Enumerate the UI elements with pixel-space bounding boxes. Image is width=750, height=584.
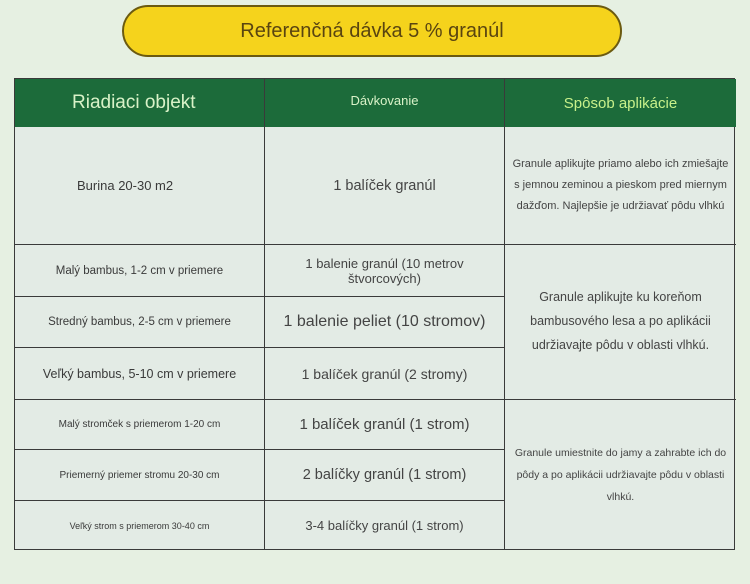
table-row-target: Malý stromček s priemerom 1-20 cm — [15, 400, 265, 450]
method-cell: Granule aplikujte priamo alebo ich zmiešajte s jemnou zeminou a pieskom pred miernym dažďom. Najlepšie je udržiavať pôdu vlhkú — [505, 127, 736, 245]
title-text: Referenčná dávka 5 % granúl — [240, 19, 504, 42]
table-row-dosage: 1 balíček granúl (1 strom) — [265, 400, 505, 450]
table-row-dosage: 1 balenie peliet (10 stromov) — [265, 297, 505, 348]
table-row-dosage: 1 balenie granúl (10 metrov štvorcových) — [265, 245, 505, 297]
table-row-dosage: 1 balíček granúl — [265, 127, 505, 245]
header-dosage — [265, 79, 505, 127]
table-row-target: Burina 20-30 m2 — [15, 127, 265, 245]
header-target — [15, 79, 265, 127]
table-row-dosage: 2 balíčky granúl (1 strom) — [265, 450, 505, 501]
header-method — [505, 79, 736, 127]
table-row-target: Priemerný priemer stromu 20-30 cm — [15, 450, 265, 501]
header-dosage-label: Dávkovanie — [350, 93, 419, 108]
method-cell: Granule aplikujte ku koreňom bambusového lesa a po aplikácii udržiavajte pôdu v oblasti vlhkú. — [505, 245, 736, 400]
table-row-target: Veľký strom s priemerom 30-40 cm — [15, 501, 265, 550]
method-cell: Granule umiestnite do jamy a zahrabte ich do pôdy a po aplikácii udržiavajte pôdu v oblasti vlhkú. — [514, 446, 727, 504]
dosage-table — [14, 78, 735, 550]
table-row-target: Veľký bambus, 5-10 cm v priemere — [15, 348, 265, 400]
title-banner — [122, 5, 622, 57]
table-row-dosage: 3-4 balíčky granúl (1 strom) — [265, 501, 505, 550]
header-target-label: Riadiaci objekt — [72, 92, 196, 113]
table-row-target: Stredný bambus, 2-5 cm v priemere — [15, 297, 265, 348]
table-row-dosage: 1 balíček granúl (2 stromy) — [265, 348, 505, 400]
table-row-target: Malý bambus, 1-2 cm v priemere — [15, 245, 265, 297]
header-method-label: Spôsob aplikácie — [563, 94, 678, 112]
